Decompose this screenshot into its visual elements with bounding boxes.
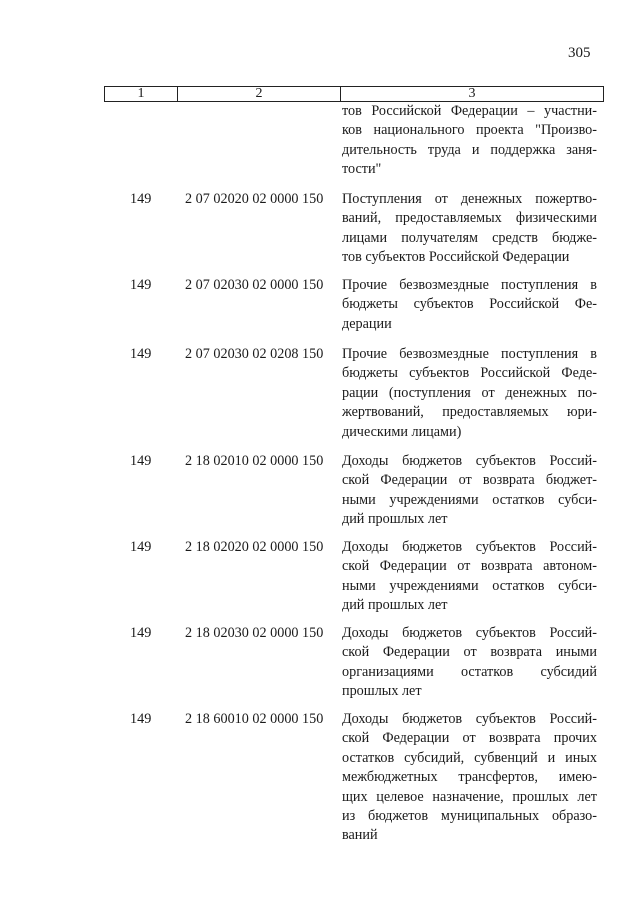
text-line: Поступления от денежных пожертво- bbox=[342, 191, 597, 207]
text-line: рации (поступления от денежных по- bbox=[342, 384, 597, 401]
text-line: прошлых лет bbox=[342, 683, 422, 700]
row-code: 2 18 02030 02 0000 150 bbox=[185, 625, 324, 641]
text-line: ными учреждениями остатков субси- bbox=[342, 491, 597, 508]
continuation-text bbox=[342, 102, 597, 180]
page-number: 305 bbox=[568, 45, 591, 61]
row-number: 149 bbox=[130, 711, 152, 727]
text-line: Прочие безвозмездные поступления в bbox=[342, 277, 597, 293]
row-number: 149 bbox=[130, 453, 152, 469]
row-number: 149 bbox=[130, 191, 152, 207]
header-col-1: 1 bbox=[105, 87, 178, 101]
text-line: Прочие безвозмездные поступления в bbox=[342, 346, 597, 362]
row-code: 2 07 02020 02 0000 150 bbox=[185, 191, 324, 207]
text-line: ской Федерации от возврата прочих bbox=[342, 730, 597, 747]
row-description bbox=[342, 452, 597, 530]
text-line: ской Федерации от возврата иными bbox=[342, 644, 597, 661]
text-line: бюджеты субъектов Российской Фе- bbox=[342, 296, 597, 313]
header-col-3: 3 bbox=[468, 86, 476, 101]
text-line: тости" bbox=[342, 161, 382, 178]
text-line: дий прошлых лет bbox=[342, 511, 448, 528]
text-line: дий прошлых лет bbox=[342, 597, 448, 614]
table-header-row bbox=[104, 86, 604, 102]
text-line: дерации bbox=[342, 315, 392, 332]
text-line: жертвований, предоставляемых юри- bbox=[342, 404, 597, 421]
text-line: Доходы бюджетов субъектов Россий- bbox=[342, 711, 597, 727]
text-line: ными учреждениями остатков субси- bbox=[342, 577, 597, 594]
text-line: ской Федерации от возврата автоном- bbox=[342, 558, 597, 575]
row-description bbox=[342, 624, 597, 702]
row-code: 2 07 02030 02 0000 150 bbox=[185, 277, 324, 293]
text-line: тов субъектов Российской Федерации bbox=[342, 249, 570, 266]
row-number: 149 bbox=[130, 625, 152, 641]
row-description bbox=[342, 276, 597, 334]
text-line: ской Федерации от возврата бюджет- bbox=[342, 472, 597, 489]
row-description bbox=[342, 710, 597, 846]
header-col-2: 2 bbox=[178, 87, 341, 101]
row-code: 2 18 02020 02 0000 150 bbox=[185, 539, 324, 555]
row-code: 2 07 02030 02 0208 150 bbox=[185, 346, 324, 362]
text-line: лицами получателям средств бюдже- bbox=[342, 229, 597, 246]
row-code: 2 18 02010 02 0000 150 bbox=[185, 453, 324, 469]
text-line: организациями остатков субсидий bbox=[342, 663, 597, 680]
text-line: ков национального проекта "Произво- bbox=[342, 122, 597, 139]
row-number: 149 bbox=[130, 277, 152, 293]
row-number: 149 bbox=[130, 346, 152, 362]
text-line: Доходы бюджетов субъектов Россий- bbox=[342, 625, 597, 641]
text-line: из бюджетов муниципальных образо- bbox=[342, 808, 597, 825]
text-line: тов Российской Федерации – участни- bbox=[342, 103, 597, 119]
text-line: ваний bbox=[342, 827, 378, 844]
row-code: 2 18 60010 02 0000 150 bbox=[185, 711, 324, 727]
text-line: ваний, предоставляемых физическими bbox=[342, 210, 597, 227]
text-line: межбюджетных трансфертов, имею- bbox=[342, 769, 597, 786]
row-number: 149 bbox=[130, 539, 152, 555]
text-line: дическими лицами) bbox=[342, 423, 462, 440]
text-line: дительность труда и поддержка заня- bbox=[342, 141, 597, 158]
text-line: Доходы бюджетов субъектов Россий- bbox=[342, 539, 597, 555]
row-description bbox=[342, 190, 597, 268]
text-line: Доходы бюджетов субъектов Россий- bbox=[342, 453, 597, 469]
text-line: бюджеты субъектов Российской Феде- bbox=[342, 365, 597, 382]
text-line: остатков субсидий, субвенций и иных bbox=[342, 749, 597, 766]
row-description bbox=[342, 345, 597, 442]
row-description bbox=[342, 538, 597, 616]
text-line: щих целевое назначение, прошлых лет bbox=[342, 788, 597, 805]
